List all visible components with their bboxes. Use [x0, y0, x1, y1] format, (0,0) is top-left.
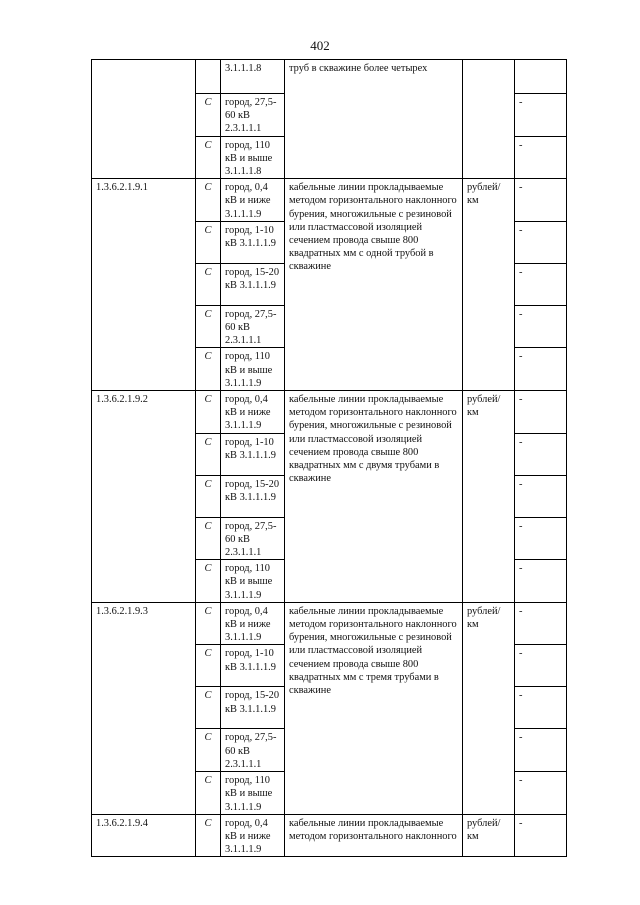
- page-number: 402: [310, 38, 330, 53]
- value-cell: -: [515, 814, 567, 857]
- category-cell: С: [196, 772, 221, 815]
- value-cell: -: [515, 136, 567, 179]
- value-cell: -: [515, 263, 567, 305]
- table-row: [92, 60, 567, 94]
- category-cell: С: [196, 433, 221, 475]
- unit-cell: рублей/км: [463, 602, 515, 814]
- voltage-cell: город, 110 кВ и выше 3.1.1.1.8: [221, 136, 285, 179]
- table-row: [92, 814, 567, 857]
- description-cell: кабельные линии прокладываемые методом горизонтального наклонного бурения, многожильные с резиновой или пластмассовой изоляцией сечением провода свыше 800 квадратных мм с одной трубой в скважине: [285, 179, 463, 391]
- description-cell: кабельные линии прокладываемые методом горизонтального наклонного бурения, многожильные с резиновой или пластмассовой изоляцией сечением провода свыше 800 квадратных мм с тремя трубами в скважине: [285, 602, 463, 814]
- voltage-cell: город, 110 кВ и выше 3.1.1.1.9: [221, 560, 285, 603]
- category-cell: С: [196, 136, 221, 179]
- description-cell: труб в скважине более четырех: [285, 60, 463, 179]
- voltage-cell: город, 1-10 кВ 3.1.1.1.9: [221, 221, 285, 263]
- voltage-cell: город, 15-20 кВ 3.1.1.1.9: [221, 475, 285, 517]
- code-cell: 1.3.6.2.1.9.1: [92, 179, 196, 391]
- category-cell: С: [196, 263, 221, 305]
- voltage-cell: город, 0,4 кВ и ниже 3.1.1.1.9: [221, 179, 285, 222]
- category-cell: С: [196, 221, 221, 263]
- table-row: [92, 602, 567, 645]
- description-cell: кабельные линии прокладываемые методом горизонтального наклонного: [285, 814, 463, 857]
- category-cell: С: [196, 94, 221, 137]
- value-cell: -: [515, 179, 567, 222]
- category-cell: С: [196, 645, 221, 687]
- voltage-cell: 3.1.1.1.8: [221, 60, 285, 94]
- voltage-cell: город, 0,4 кВ и ниже 3.1.1.1.9: [221, 391, 285, 434]
- voltage-cell: город, 27,5-60 кВ 2.3.1.1.1: [221, 729, 285, 772]
- code-cell: 1.3.6.2.1.9.2: [92, 391, 196, 603]
- category-cell: С: [196, 602, 221, 645]
- unit-cell: [463, 60, 515, 179]
- category-cell: С: [196, 517, 221, 560]
- voltage-cell: город, 27,5-60 кВ 2.3.1.1.1: [221, 94, 285, 137]
- tariff-table: [91, 59, 567, 857]
- value-cell: -: [515, 391, 567, 434]
- value-cell: [515, 60, 567, 94]
- voltage-cell: город, 15-20 кВ 3.1.1.1.9: [221, 687, 285, 729]
- voltage-cell: город, 1-10 кВ 3.1.1.1.9: [221, 645, 285, 687]
- description-cell: кабельные линии прокладываемые методом горизонтального наклонного бурения, многожильные с резиновой или пластмассовой изоляцией сечением провода свыше 800 квадратных мм с двумя трубами в скважине: [285, 391, 463, 603]
- value-cell: -: [515, 645, 567, 687]
- category-cell: С: [196, 305, 221, 348]
- table-row: [92, 179, 567, 222]
- value-cell: -: [515, 517, 567, 560]
- code-cell: [92, 60, 196, 179]
- category-cell: С: [196, 179, 221, 222]
- voltage-cell: город, 15-20 кВ 3.1.1.1.9: [221, 263, 285, 305]
- code-cell: 1.3.6.2.1.9.3: [92, 602, 196, 814]
- category-cell: С: [196, 391, 221, 434]
- value-cell: -: [515, 433, 567, 475]
- code-cell: 1.3.6.2.1.9.4: [92, 814, 196, 857]
- voltage-cell: город, 1-10 кВ 3.1.1.1.9: [221, 433, 285, 475]
- category-cell: С: [196, 687, 221, 729]
- voltage-cell: город, 0,4 кВ и ниже 3.1.1.1.9: [221, 814, 285, 857]
- value-cell: -: [515, 94, 567, 137]
- voltage-cell: город, 0,4 кВ и ниже 3.1.1.1.9: [221, 602, 285, 645]
- table-row: [92, 391, 567, 434]
- value-cell: -: [515, 475, 567, 517]
- category-cell: С: [196, 475, 221, 517]
- voltage-cell: город, 27,5-60 кВ 2.3.1.1.1: [221, 517, 285, 560]
- value-cell: -: [515, 729, 567, 772]
- category-cell: [196, 60, 221, 94]
- category-cell: С: [196, 729, 221, 772]
- unit-cell: рублей/км: [463, 179, 515, 391]
- unit-cell: рублей/км: [463, 814, 515, 857]
- category-cell: С: [196, 560, 221, 603]
- voltage-cell: город, 27,5-60 кВ 2.3.1.1.1: [221, 305, 285, 348]
- value-cell: -: [515, 348, 567, 391]
- voltage-cell: город, 110 кВ и выше 3.1.1.1.9: [221, 772, 285, 815]
- voltage-cell: город, 110 кВ и выше 3.1.1.1.9: [221, 348, 285, 391]
- category-cell: С: [196, 348, 221, 391]
- value-cell: -: [515, 560, 567, 603]
- value-cell: -: [515, 602, 567, 645]
- category-cell: С: [196, 814, 221, 857]
- value-cell: -: [515, 687, 567, 729]
- value-cell: -: [515, 305, 567, 348]
- value-cell: -: [515, 772, 567, 815]
- value-cell: -: [515, 221, 567, 263]
- unit-cell: рублей/км: [463, 391, 515, 603]
